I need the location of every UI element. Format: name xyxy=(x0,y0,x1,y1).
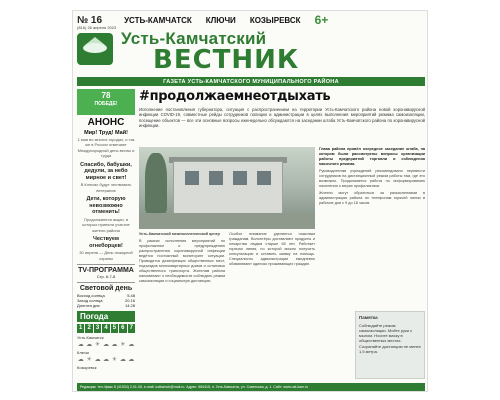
paragraph: Особое внимание уделяется пожилым гражданам. Волонтёры доставляют продукты и лекарства людям старше 65 лет. Работает горячая линия, по которой можно получить консультацию и оставить заявку на помощь. Специалисты администрации ежедневно обзванивают одиноко проживающих граждан. xyxy=(229,232,315,266)
newspaper-page xyxy=(72,10,428,392)
anons-item-2: В Ключах будут чествовать ветеранов xyxy=(80,182,132,193)
anons-item-2-heading: Спасибо, бабушки, дедули, за небо мирное и свет! xyxy=(80,161,132,181)
weather-day: 5 xyxy=(111,324,118,333)
paragraph: Глава района провёл очередное заседание штаба, на котором были рассмотрены вопросы организации работы предприятий торговли и соблюдения масочного режима. xyxy=(319,147,425,166)
masthead-top xyxy=(77,13,425,27)
weather-town-3: Козыревск xyxy=(77,365,97,371)
anons-item-4: 30 апреля — День пожарной охраны xyxy=(79,250,133,261)
title-line-1: Усть-Камчатский xyxy=(121,29,267,48)
sun-icon: ☀ xyxy=(86,357,92,364)
anons-item-3: Продолжаются акции, в которых приняли участие жители района xyxy=(82,216,130,233)
tv-program-pages: Стр. 6-7-8 xyxy=(96,274,116,280)
info-box xyxy=(355,311,425,379)
article-photo xyxy=(139,147,315,229)
tv-program-heading: TV-ПРОГРАММА xyxy=(77,264,135,274)
cloud-icon: ☁ xyxy=(128,342,135,349)
paragraph: Жители могут обратиться за разъяснениями в администрацию района по телефонам горячей линии в рабочие дни с 9 до 18 часов. xyxy=(319,191,425,205)
lead-paragraph: Исполнение постановления губернатора, ситуация с распространением на территории Усть-Камчатского района новой коронавирусной инфекции COVID-19, совместные рейды сотрудников полиции и администрации в целях выполнения мероприятий режима самоизоляции, посещение объектов — все эти основные вопросы еженедельно обсуждаются на заседании штаба Усть-Камчатского района по коронавирусной инфекции. xyxy=(139,107,425,129)
anons-item-3-heading: Дети, которую невозможно отменить! xyxy=(86,196,126,216)
weather-day: 1 xyxy=(77,324,84,333)
anons-item-1: 1 мая во многих городах, и так же в России отмечают Международный день весны и труда xyxy=(77,137,135,159)
cloud-icon: ☁ xyxy=(77,342,84,349)
subtitle-bar: ГАЗЕТА УСТЬ-КАМЧАТСКОГО МУНИЦИПАЛЬНОГО РАЙОНА xyxy=(77,77,425,86)
newspaper-logo-icon xyxy=(77,33,113,65)
town-list xyxy=(124,16,301,25)
weather-town-2: Ключи xyxy=(77,350,89,356)
issue-number: № 16 xyxy=(77,14,103,26)
weather-town-1: Усть-Камчатск xyxy=(77,335,104,341)
daylight-table: Восход солнца 5.48 Заход солнца 20.16 Долгота дня 14.28 xyxy=(77,293,135,309)
daylight-heading: Световой день xyxy=(77,282,135,292)
info-box-heading: Памятка xyxy=(359,315,378,320)
cloud-icon: ☁ xyxy=(102,342,109,349)
weather-icons-row xyxy=(77,356,135,363)
weather-icons-row xyxy=(77,341,135,348)
info-box-text: Соблюдайте режим самоизоляции. Мойте руки с мылом. Носите маску в общественных местах. Сохраняйте дистанцию не менее 1,5 метра. xyxy=(359,322,421,354)
weather-day: 3 xyxy=(94,324,101,333)
sun-icon: ☀ xyxy=(120,342,126,349)
town-klyuchi: КЛЮЧИ xyxy=(205,15,236,25)
cloud-icon: ☁ xyxy=(119,357,126,364)
cloud-icon: ☁ xyxy=(86,342,93,349)
article-column-1 xyxy=(139,232,225,389)
paragraph: Руководителям учреждений рекомендовано перевести сотрудников на дистанционный режим работы там, где это возможно. Продолжается работа по информированию населения о мерах профилактики. xyxy=(319,169,425,188)
headline-hashtag: #продолжаемнеотдыхать xyxy=(139,89,331,104)
cloud-icon: ☁ xyxy=(94,357,101,364)
issue-date: (816) 26 апреля 2023 xyxy=(77,25,117,30)
age-rating: 6+ xyxy=(314,13,329,27)
title-line-2: ВЕСТНИК xyxy=(153,45,300,75)
sun-icon: ☀ xyxy=(111,357,118,364)
cloud-icon: ☁ xyxy=(111,342,118,349)
cloud-icon: ☁ xyxy=(102,357,109,364)
article-column-2 xyxy=(229,232,315,389)
cloud-icon: ☁ xyxy=(77,357,84,364)
sun-icon: ☀ xyxy=(94,342,101,349)
anons-heading: АНОНС xyxy=(87,117,125,128)
footer-bar: Редакция: тел./факс 8 (41534) 2-01-05, e-mail: ustkamch@mail.ru. Адрес: 684415, п. Усть-Камчатск, ул. Советская, д. 1. Сайт: www.ust-kam.ru xyxy=(77,383,425,391)
town-ust-kamchatsk: УСТЬ-КАМЧАТСК xyxy=(124,15,192,25)
weather-days xyxy=(77,324,135,333)
weather-day: 4 xyxy=(102,324,109,333)
weather-day: 7 xyxy=(128,324,135,333)
slogan: Мир! Труд! Май! xyxy=(84,130,128,136)
article-body xyxy=(139,232,315,389)
weather-day: 6 xyxy=(119,324,126,333)
left-column xyxy=(77,89,135,389)
anons-item-4-heading: Чествуем огнеборцев! xyxy=(89,236,123,249)
weather-heading: Погода xyxy=(77,311,135,322)
weather-day: 2 xyxy=(85,324,92,333)
town-kozyrevsk: КОЗЫРЕВСК xyxy=(249,15,301,25)
victory-badge: 78 ПОБЕДЕ! xyxy=(77,89,135,115)
photo-caption: Усть-Камчатский межпоселенческий центр xyxy=(139,232,220,236)
cloud-icon: ☁ xyxy=(128,357,135,364)
paragraph: В рамках исполнения мероприятий по профилактике и предупреждению распространения коронавирусной инфекции ведётся постоянный мониторинг ситуации. Проводится дезинфекция общественных мест, подъездов многоквартирных домов и остановок общественного транспорта. Жителям района напоминают о необходимости соблюдать режим самоизоляции и социальную дистанцию. xyxy=(139,239,225,283)
